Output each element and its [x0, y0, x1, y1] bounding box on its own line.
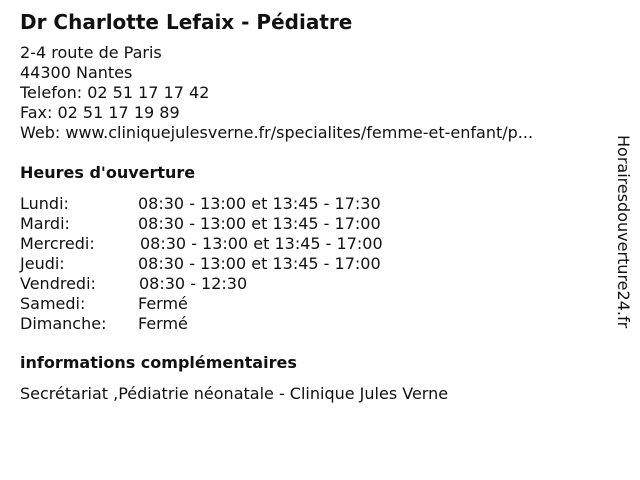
contact-block	[20, 43, 533, 143]
day-label: Mercredi:	[20, 234, 95, 253]
time-value: 08:30 - 12:30	[139, 274, 248, 293]
day-label: Vendredi:	[20, 274, 96, 293]
time-value: 08:30 - 13:00 et 13:45 - 17:00	[138, 254, 381, 273]
time-value: Fermé	[138, 314, 188, 333]
day-label: Jeudi:	[20, 254, 65, 273]
additional-info-heading: informations complémentaires	[20, 353, 297, 372]
opening-hours-heading: Heures d'ouverture	[20, 163, 196, 182]
time-value: 08:30 - 13:00 et 13:45 - 17:00	[138, 214, 381, 233]
address-street: 2-4 route de Paris	[20, 43, 162, 62]
day-label: Dimanche:	[20, 314, 107, 333]
website-link[interactable]: Web: www.cliniquejulesverne.fr/specialites/femme-et-enfant/p...	[20, 123, 534, 142]
day-label: Samedi:	[20, 294, 86, 313]
address-city: 44300 Nantes	[20, 63, 133, 82]
time-value: 08:30 - 13:00 et 13:45 - 17:30	[138, 194, 381, 213]
fax-number: Fax: 02 51 17 19 89	[20, 103, 180, 122]
day-label: Mardi:	[20, 214, 70, 233]
additional-info-text: Secrétariat ,Pédiatrie néonatale - Clinique Jules Verne	[20, 384, 449, 403]
phone-number[interactable]: Telefon: 02 51 17 17 42	[20, 83, 210, 102]
time-value: 08:30 - 13:00 et 13:45 - 17:00	[140, 234, 383, 253]
day-label: Lundi:	[20, 194, 69, 213]
time-value: Fermé	[138, 294, 188, 313]
watermark-text: Horairesdouverture24.fr	[614, 135, 633, 329]
page-title: Dr Charlotte Lefaix - Pédiatre	[20, 10, 353, 34]
site-watermark	[612, 135, 634, 375]
